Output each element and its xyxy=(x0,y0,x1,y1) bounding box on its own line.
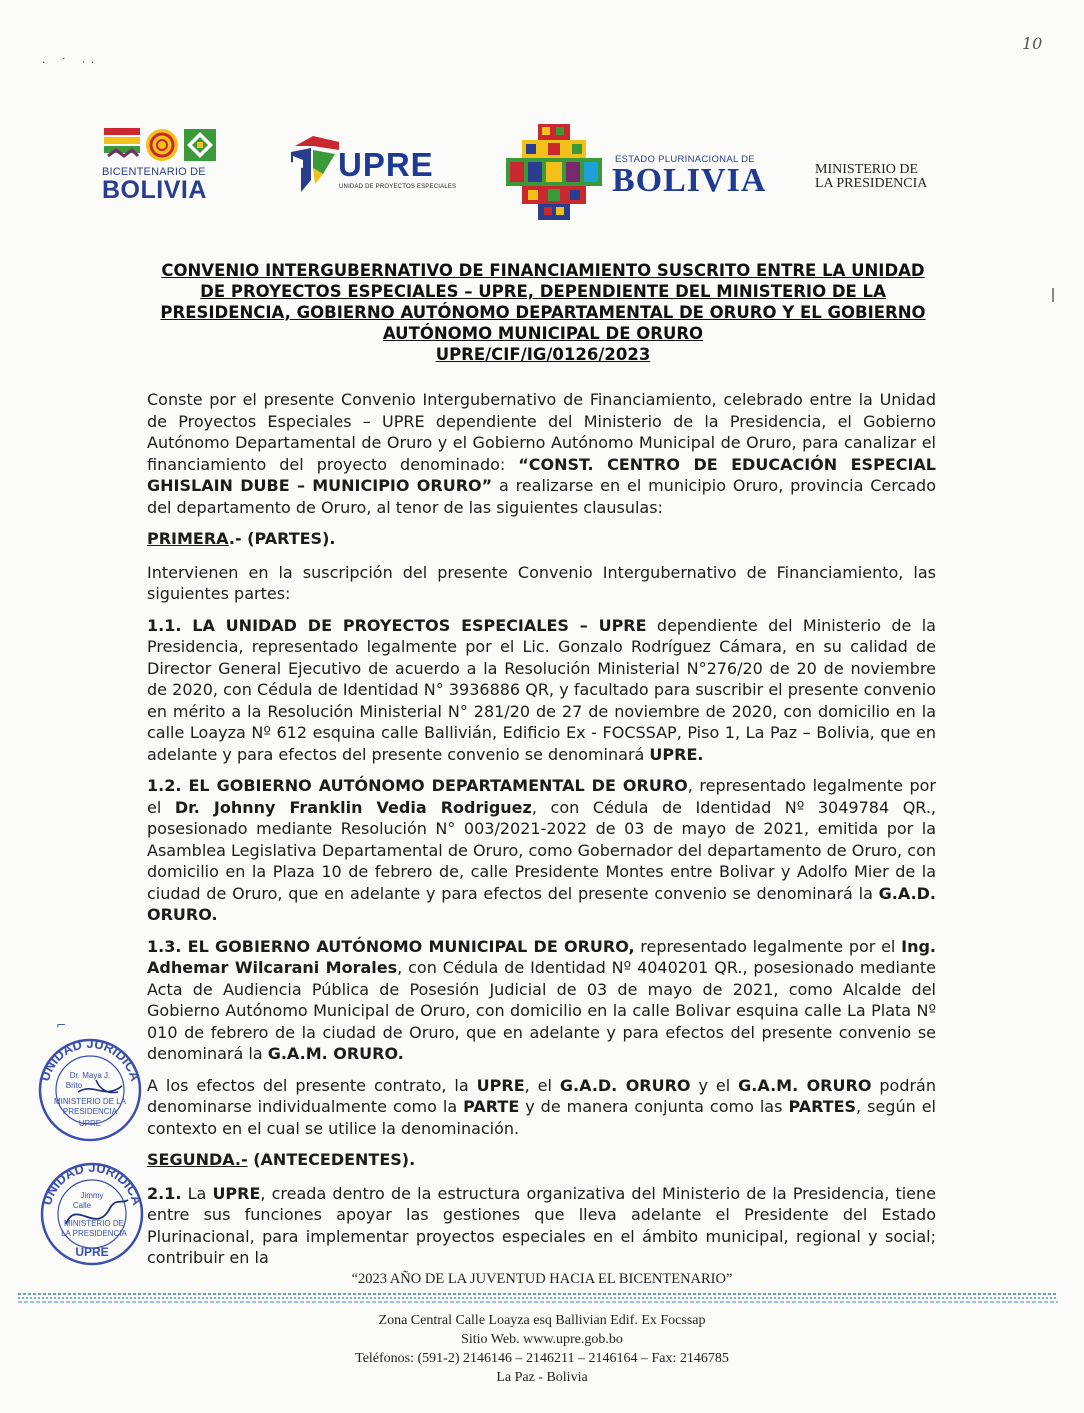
footer-website: Sitio Web. www.upre.gob.bo xyxy=(461,1332,623,1347)
footer-address: Zona Central Calle Loayza esq Ballivian Edif. Ex Focssap xyxy=(378,1313,706,1328)
legal-stamp-2 xyxy=(36,1158,148,1270)
intro-paragraph: Conste por el presente Convenio Intergubernativo de Financiamiento, celebrado entre la Unidad de Proyectos Especiales – UPRE dependiente del Ministerio de la Presidencia, el Gobierno Autónomo Departamental de Oruro y el Gobierno Autónomo Municipal de Oruro, para canalizar el financiamiento del proyecto denominado: “CONST. CENTRO DE EDUCACIÓN ESPECIAL GHISLAIN DUBE – MUNICIPIO ORURO” a realizarse en el municipio Oruro, provincia Cercado del departamento de Oruro, al tenor de las siguientes clausulas: xyxy=(147,390,936,517)
paragraph-2-1: 2.1. La UPRE, creada dentro de la estructura organizativa del Ministerio de la Presidencia, tiene entre sus funciones apoyar las gestiones que lleva adelante el Presidente del Estado Plurinacional, para implementar proyectos especiales en el ámbito municipal, regional y social; contribuir en la xyxy=(147,1183,937,1267)
upre-logo xyxy=(289,132,457,196)
title-line: PRESIDENCIA, GOBIERNO AUTÓNOMO DEPARTAMENTAL DE ORURO Y EL GOBIERNO xyxy=(160,303,926,322)
ministerio-line1: MINISTERIO DE xyxy=(815,162,919,177)
document-code: UPRE/CIF/IG/0126/2023 xyxy=(435,345,651,364)
svg-text:PRESIDENCIA: PRESIDENCIA xyxy=(62,1107,118,1116)
footer-city: La Paz - Bolivia xyxy=(496,1370,588,1385)
document-title xyxy=(120,260,966,365)
estado-plurinacional-logo xyxy=(502,122,767,222)
svg-text:UNIDAD JURIDICA: UNIDAD JURIDICA xyxy=(37,1036,143,1083)
svg-text:UNIDAD JURIDICA: UNIDAD JURIDICA xyxy=(39,1160,145,1207)
scan-specks: · ˙ ᐧ· xyxy=(42,56,101,69)
svg-text:Calle: Calle xyxy=(72,1201,92,1210)
bicentenario-logo xyxy=(102,126,232,202)
svg-text:Dr. Maya J.: Dr. Maya J. xyxy=(69,1071,111,1080)
page-number: 10 xyxy=(1022,34,1043,53)
footer-contact xyxy=(0,1311,1084,1387)
paragraph-efectos: A los efectos del presente contrato, la UPRE, el G.A.D. ORURO y el G.A.M. ORURO podrán denominarse individualmente como la PARTE y de manera conjunta como las PARTES, según el contexto en el cual se utilice la denominación. xyxy=(147,1075,937,1138)
svg-text:UPRE: UPRE xyxy=(75,1245,109,1259)
footer-divider xyxy=(18,1293,1058,1303)
bicentenario-label: BICENTENARIO DE xyxy=(102,166,206,178)
upre-subtitle: UNIDAD DE PROYECTOS ESPECIALES xyxy=(339,184,457,190)
ministerio-line2: LA PRESIDENCIA xyxy=(815,176,928,191)
svg-text:LA PRESIDENCIA: LA PRESIDENCIA xyxy=(61,1229,127,1238)
bolivia-wordmark: BOLIVIA xyxy=(612,162,767,199)
clause-primera-heading: PRIMERA.- (PARTES). xyxy=(147,529,336,548)
paragraph-1-3: 1.3. EL GOBIERNO AUTÓNOMO MUNICIPAL DE ORURO, representado legalmente por el Ing. Adhemar Wilcarani Morales, con Cédula de Identidad Nº 4040201 QR., posesionado mediante Acta de Audiencia Pública de Posesión Judicial de 03 de mayo de 2021, como Alcalde del Gobierno Autónomo Municipal de Oruro, con domicilio en la calle Bolivar esquina calle La Plata Nº 010 de febrero de la ciudad de Oruro, que en adelante y para efectos del presente convenio se denominará la G.A.M. ORURO. xyxy=(147,936,937,1063)
primera-intro: Intervienen en la suscripción del presente Convenio Intergubernativo de Financiamiento, las siguientes partes: xyxy=(147,562,936,603)
svg-text:Jimmy: Jimmy xyxy=(80,1191,104,1200)
footer-motto: “2023 AÑO DE LA JUVENTUD HACIA EL BICENTENARIO” xyxy=(351,1271,733,1287)
svg-text:MINISTERIO DE: MINISTERIO DE xyxy=(63,1219,125,1228)
estado-label: ESTADO PLURINACIONAL DE xyxy=(615,154,755,165)
legal-stamp-1 xyxy=(34,1034,146,1146)
paragraph-1-1: 1.1. LA UNIDAD DE PROYECTOS ESPECIALES – UPRE dependiente del Ministerio de la Presidencia, representado legalmente por el Lic. Gonzalo Rodríguez Cámara, en su calidad de Director General Ejecutivo de acuerdo a la Resolución Ministerial N°276/20 de 20 de noviembre de 2020, con Cédula de Identidad N° 3936886 QR, y facultado para suscribir el presente convenio en mérito a la Resolución Ministerial N° 281/20 de 27 de noviembre de 2020, con domicilio en la calle Loayza Nº 612 esquina calle Ballivián, Edificio Ex - FOCSSAP, Piso 1, La Paz – Bolivia, que en adelante y para efectos del presente convenio se denominará UPRE. xyxy=(147,615,936,764)
document-body xyxy=(147,389,936,1279)
ministerio-label xyxy=(815,163,927,191)
scan-mark xyxy=(1052,288,1054,302)
paragraph-1-2: 1.2. EL GOBIERNO AUTÓNOMO DEPARTAMENTAL DE ORURO, representado legalmente por el Dr. Johnny Franklin Vedia Rodriguez, con Cédula de Identidad Nº 3049784 QR., posesionado mediante Resolución N° 003/2021-2022 de 03 de mayo de 2021, emitida por la Asamblea Legislativa Departamental de Oruro, como Gobernador del departamento de Oruro, con domicilio en la Plaza 10 de febrero de, calle Presidente Montes entre Bolivar y Adolfo Mier de la ciudad de Oruro, que en adelante y para efectos del presente convenio se denominará la G.A.D. ORURO. xyxy=(147,776,937,924)
bicentenario-emblem-icon xyxy=(102,126,232,164)
bicentenario-wordmark: BOLIVIA xyxy=(102,176,207,204)
ink-tick: ⌐ xyxy=(56,1018,67,1032)
svg-text:Brito: Brito xyxy=(65,1081,83,1090)
chakana-icon xyxy=(502,122,606,222)
svg-text:MINISTERIO DE LA: MINISTERIO DE LA xyxy=(53,1097,127,1106)
upre-wordmark: UPRE xyxy=(338,146,434,183)
clause-segunda-heading: SEGUNDA.- (ANTECEDENTES). xyxy=(147,1150,416,1169)
title-line: AUTÓNOMO MUNICIPAL DE ORURO xyxy=(382,324,704,343)
title-line: DE PROYECTOS ESPECIALES – UPRE, DEPENDIENTE DEL MINISTERIO DE LA xyxy=(200,282,886,301)
project-name: “CONST. CENTRO DE EDUCACIÓN ESPECIAL GHISLAIN DUBE – MUNICIPIO ORURO” xyxy=(147,454,936,495)
svg-text:UPRE: UPRE xyxy=(78,1119,102,1128)
upre-emblem-icon xyxy=(289,132,341,194)
footer-phones: Teléfonos: (591-2) 2146146 – 2146211 – 2146164 – Fax: 2146785 xyxy=(355,1351,729,1366)
title-line: CONVENIO INTERGUBERNATIVO DE FINANCIAMIENTO SUSCRITO ENTRE LA UNIDAD xyxy=(161,261,925,280)
